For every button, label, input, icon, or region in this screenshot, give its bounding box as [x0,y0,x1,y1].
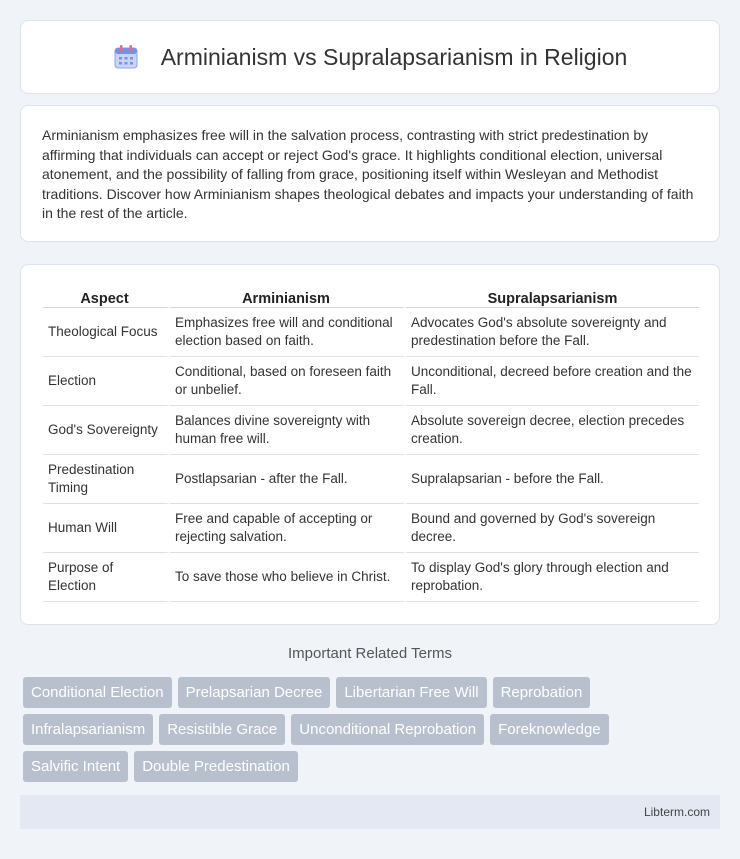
row-aspect: God's Sovereignty [43,406,170,455]
comparison-card [20,264,720,625]
related-term-tag[interactable]: Reprobation [493,677,591,708]
related-terms-title: Important Related Terms [288,645,452,662]
row-arminianism: Balances divine sovereignty with human free will. [170,406,406,455]
page-title: Arminianism vs Supralapsarianism in Religion [160,43,628,70]
table-row [43,455,699,504]
row-supralapsarianism: To display God's glory through election and reprobation. [406,553,699,602]
related-term-tag[interactable]: Prelapsarian Decree [178,677,331,708]
table-row [43,406,699,455]
table-header-row [43,285,699,308]
footer-site-link[interactable]: Libterm.com [643,805,710,819]
related-term-tag[interactable]: Unconditional Reprobation [291,714,484,745]
row-aspect: Predestination Timing [43,455,170,504]
title-card [20,20,720,94]
row-aspect: Human Will [43,504,170,553]
intro-card [20,105,720,242]
row-arminianism: Postlapsarian - after the Fall. [170,455,406,504]
related-term-tag[interactable]: Double Predestination [134,751,298,782]
row-aspect: Purpose of Election [43,553,170,602]
row-supralapsarianism: Unconditional, decreed before creation and the Fall. [406,357,699,406]
related-term-tag[interactable]: Infralapsarianism [23,714,153,745]
related-term-tag[interactable]: Conditional Election [23,677,172,708]
header-arminianism: Arminianism [170,285,406,308]
intro-text: Arminianism emphasizes free will in the salvation process, contrasting with strict predestination by affirming that individuals can accept or reject God's grace. It highlights conditional election, universal atonement, and the possibility of falling from grace, positioning itself within Wesleyan and Methodist traditions. Discover how Arminianism shapes theological debates and impacts your understanding of faith in the rest of the article. [42,127,694,222]
related-term-tag[interactable]: Resistible Grace [159,714,285,745]
row-supralapsarianism: Bound and governed by God's sovereign decree. [406,504,699,553]
row-supralapsarianism: Advocates God's absolute sovereignty and predestination before the Fall. [406,308,699,357]
row-supralapsarianism: Supralapsarian - before the Fall. [406,455,699,504]
row-aspect: Theological Focus [43,308,170,357]
row-arminianism: Conditional, based on foreseen faith or unbelief. [170,357,406,406]
related-terms-list [23,677,723,788]
related-term-tag[interactable]: Salvific Intent [23,751,128,782]
related-term-tag[interactable]: Libertarian Free Will [336,677,486,708]
table-row [43,553,699,602]
calendar-icon [113,44,139,70]
row-arminianism: Free and capable of accepting or rejecting salvation. [170,504,406,553]
table-row [43,357,699,406]
table-row [43,308,699,357]
row-supralapsarianism: Absolute sovereign decree, election precedes creation. [406,406,699,455]
row-arminianism: Emphasizes free will and conditional election based on faith. [170,308,406,357]
row-arminianism: To save those who believe in Christ. [170,553,406,602]
header-aspect: Aspect [43,285,170,308]
related-term-tag[interactable]: Foreknowledge [490,714,609,745]
footer [20,795,720,829]
header-supralapsarianism: Supralapsarianism [406,285,699,308]
table-row [43,504,699,553]
comparison-table [43,285,699,602]
row-aspect: Election [43,357,170,406]
